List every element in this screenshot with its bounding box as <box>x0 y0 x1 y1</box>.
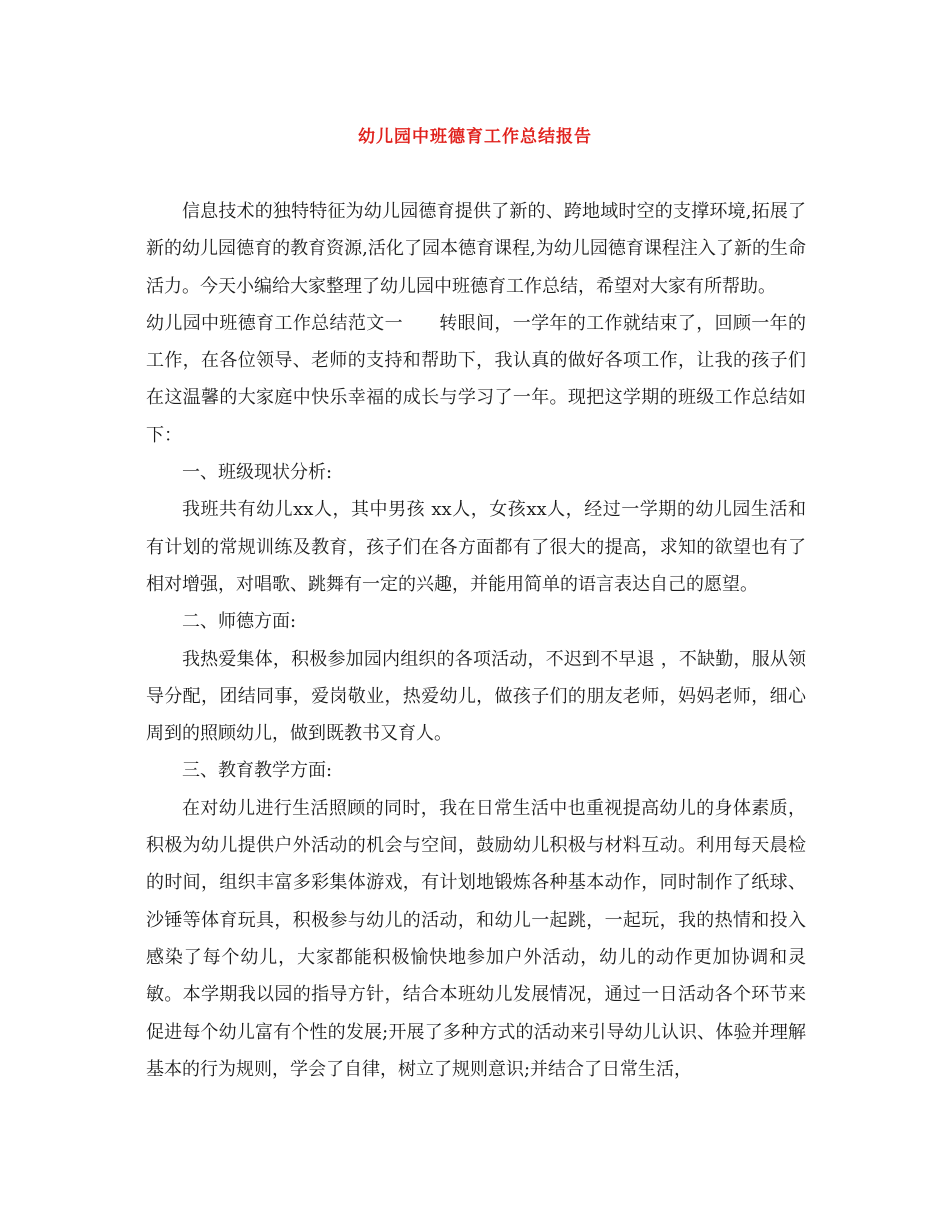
document-body <box>146 193 806 1088</box>
sample-title: 幼儿园中班德育工作总结范文一 <box>146 312 403 334</box>
intro-paragraph: 信息技术的独特特征为幼儿园德育提供了新的、跨地域时空的支撑环境,拓展了新的幼儿园德育的教育资源,活化了园本德育课程,为幼儿园德育课程注入了新的生命活力。今天小编给大家整理了幼儿园中班德育工作总结，希望对大家有所帮助。 <box>146 201 806 297</box>
section-heading-class-status: 一、班级现状分析: <box>182 462 333 484</box>
section-body-teaching: 在对幼儿进行生活照顾的同时，我在日常生活中也重视提高幼儿的身体素质，积极为幼儿提供户外活动的机会与空间，鼓励幼儿积极与材料互动。利用每天晨检的时间，组织丰富多彩集体游戏，有计划地锻炼各种基本动作，同时制作了纸球、沙锤等体育玩具，积极参与幼儿的活动，和幼儿一起跳，一起玩，我的热情和投入感染了每个幼儿，大家都能积极愉快地参加户外活动，幼儿的动作更加协调和灵敏。本学期我以园的指导方针，结合本班幼儿发展情况，通过一日活动各个环节来促进每个幼儿富有个性的发展;开展了多种方式的活动来引导幼儿认识、体验并理解基本的行为规则，学会了自律，树立了规则意识;并结合了日常生活， <box>146 797 806 1080</box>
sample-opening-text: 转眼间，一学年的工作就结束了，回顾一年的工作，在各位领导、老师的支持和帮助下，我认真的做好各项工作，让我的孩子们在这温馨的大家庭中快乐幸福的成长与学习了一年。现把这学期的班级工作总结如下： <box>146 312 807 446</box>
section-heading-teacher-ethics: 二、师德方面: <box>182 611 297 633</box>
section-body-class-status: 我班共有幼儿xx人，其中男孩 xx人，女孩xx人，经过一学期的幼儿园生活和有计划的常规训练及教育，孩子们在各方面都有了很大的提高，求知的欲望也有了相对增强，对唱歌、跳舞有一定的兴趣，并能用简单的语言表达自己的愿望。 <box>146 499 806 595</box>
sample-heading-paragraph <box>146 305 806 454</box>
section-heading-teaching: 三、教育教学方面: <box>182 760 333 782</box>
section-body-teacher-ethics: 我热爱集体，积极参加园内组织的各项活动，不迟到不早退 ，不缺勤，服从领导分配，团结同事，爱岗敬业，热爱幼儿，做孩子们的朋友老师，妈妈老师，细心周到的照顾幼儿，做到既教书又育人。 <box>146 648 806 745</box>
document-title: 幼儿园中班德育工作总结报告 <box>358 127 592 147</box>
